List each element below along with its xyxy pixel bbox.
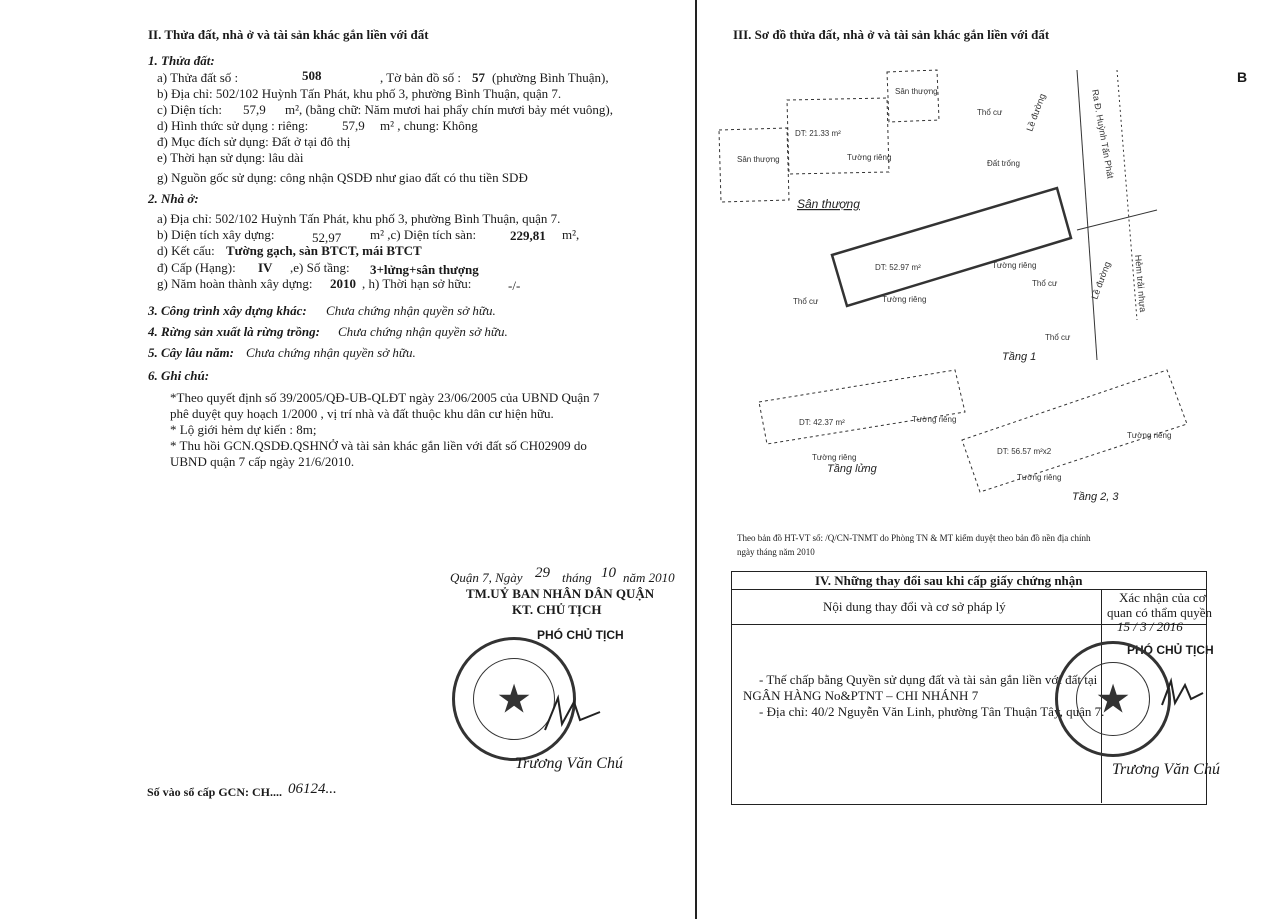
section-iii-heading: III. Sơ đồ thửa đất, nhà ở và tài sản khác gắn liền với đất: [733, 27, 1050, 42]
date-prefix: Quận 7, Ngày: [450, 570, 523, 585]
note-line: phê duyệt quy hoạch 1/2000 , vị trí nhà và đất thuộc khu dân cư hiện hữu.: [170, 406, 554, 421]
rooftop-title: Sân thượng: [797, 197, 860, 211]
land-origin: g) Nguồn gốc sử dụng: công nhận QSDĐ như giao đất có thu tiền SDĐ: [157, 170, 528, 185]
land-sheet-label: , Tờ bản đồ số :: [380, 70, 462, 85]
signature-mark-right: [1157, 675, 1207, 715]
house-term: -/-: [508, 278, 521, 293]
land-area-text: m², (bằng chữ: Năm mươi hai phẩy chín mươi bảy mét vuông),: [285, 102, 613, 117]
land-area-value: 57,9: [243, 102, 266, 117]
official-seal-right: [1055, 641, 1171, 757]
floor23-title: Tầng 2, 3: [1072, 491, 1119, 503]
section-ii-heading: II. Thửa đất, nhà ở và tài sản khác gắn liền với đất: [148, 27, 429, 42]
star-icon: ★: [1095, 676, 1131, 722]
empty-land: Đất trống: [987, 159, 1020, 168]
tho-cu-label: Thổ cư: [1045, 333, 1071, 342]
land-address: b) Địa chỉ: 502/102 Huỳnh Tấn Phát, khu phố 3, phường Bình Thuận, quận 7.: [157, 86, 562, 101]
change-entry-bank: NGÂN HÀNG No&PTNT – CHI NHÁNH 7: [743, 688, 979, 703]
sidewalk-label: Lề đường: [1024, 92, 1048, 133]
floor1-title: Tầng 1: [1002, 351, 1037, 363]
land-title: 1. Thửa đất:: [148, 53, 215, 68]
land-usage-value: 57,9: [342, 118, 365, 133]
house-build-area: 52,97: [312, 230, 342, 245]
land-a-label: a) Thửa đất số :: [157, 70, 239, 85]
land-usage-rest: m² , chung: Không: [380, 118, 478, 133]
dt-floor23: DT: 56.57 m²x2: [997, 447, 1052, 456]
house-floors-label: ,e) Số tầng:: [290, 260, 350, 275]
signature-mark-left: [540, 690, 610, 740]
dt-rooftop: DT: 21.33 m²: [795, 129, 841, 138]
tho-cu-label: Thổ cư: [977, 108, 1003, 117]
right-page: [697, 0, 1280, 919]
road-label: Ra Đ. Huỳnh Tấn Phát: [1090, 88, 1116, 180]
land-area-label: c) Diện tích:: [157, 102, 222, 117]
changes-col-confirm: Xác nhận của cơ: [1119, 590, 1206, 605]
vice-chairman: PHÓ CHỦ TỊCH: [537, 628, 624, 642]
change-entry-address: - Địa chỉ: 40/2 Nguyễn Văn Linh, phường Tân Thuận Tây, quận 7.: [759, 704, 1105, 719]
rooftop-label: Sân thượng: [737, 155, 780, 164]
house-floors: 3+lửng+sân thượng: [370, 262, 479, 277]
s4-title: 4. Rừng sản xuất là rừng trồng:: [148, 324, 320, 339]
house-grade-label: đ) Cấp (Hạng):: [157, 260, 236, 275]
map-reference-line: Theo bản đồ HT-VT số: /Q/CN-TNMT do Phòng TN & MT kiểm duyệt theo bản đồ nền địa chính: [737, 533, 1091, 543]
house-grade: IV: [258, 260, 273, 275]
change-entry: - Thế chấp bằng Quyền sử dụng đất và tài sản gắn liền với đất tại: [759, 672, 1098, 687]
dt-floor1: DT: 52.97 m²: [875, 263, 921, 272]
house-floor-area: 229,81: [510, 228, 546, 243]
house-address: a) Địa chỉ: 502/102 Huỳnh Tấn Phát, khu phố 3, phường Bình Thuận, quận 7.: [157, 211, 561, 226]
s5-value: Chưa chứng nhận quyền sở hữu.: [246, 345, 416, 360]
date-month: 10: [601, 565, 616, 581]
note-line: * Lộ giới hẻm dự kiến : 8m;: [170, 422, 317, 437]
date-year: năm 2010: [623, 570, 675, 585]
note-line: UBND quận 7 cấp ngày 21/6/2010.: [170, 454, 355, 469]
wall-label: Tường riêng: [912, 415, 957, 424]
vice-chairman-right: PHÓ CHỦ TỊCH: [1127, 643, 1214, 657]
sidewalk-label: Lề đường: [1089, 260, 1113, 301]
wall-label: Tường riêng: [1017, 473, 1062, 482]
note-line: *Theo quyết định số 39/2005/QĐ-UB-QLĐT ngày 23/06/2005 của UBND Quận 7: [170, 390, 600, 405]
house-structure: Tường gạch, sàn BTCT, mái BTCT: [226, 243, 422, 258]
book-no-value: 06124...: [288, 781, 337, 797]
book-no-label: Số vào sổ cấp GCN: CH....: [147, 785, 283, 799]
s5-title: 5. Cây lâu năm:: [148, 345, 234, 360]
star-icon: ★: [496, 676, 532, 722]
mezzanine-title: Tầng lửng: [827, 463, 877, 475]
committee-title: TM.UỶ BAN NHÂN DÂN QUẬN: [466, 586, 655, 601]
s3-value: Chưa chứng nhận quyền sở hữu.: [326, 303, 496, 318]
land-purpose: đ) Mục đích sử dụng: Đất ở tại đô thị: [157, 134, 351, 149]
house-structure-label: d) Kết cấu:: [157, 243, 215, 258]
house-term-label: , h) Thời hạn sở hữu:: [362, 276, 472, 291]
floor-plan-sketch: [697, 60, 1280, 510]
wall-label: Tường riêng: [847, 153, 892, 162]
s3-title: 3. Công trình xây dựng khác:: [148, 303, 307, 318]
wall-label: Tường riêng: [812, 453, 857, 462]
date-month-label: tháng: [562, 570, 592, 585]
section-iv-title: IV. Những thay đổi sau khi cấp giấy chứng nhận: [815, 573, 1083, 588]
land-usage-label: d) Hình thức sử dụng : riêng:: [157, 118, 309, 133]
changes-col-confirm: quan có thẩm quyền: [1107, 605, 1213, 620]
house-floor-area-label: m² ,c) Diện tích sàn:: [370, 227, 477, 242]
rooftop-label: Sân thượng: [895, 87, 938, 96]
house-year: 2010: [330, 276, 356, 291]
dt-mezzanine: DT: 42.37 m²: [799, 418, 845, 427]
wall-label: Tường riêng: [992, 261, 1037, 270]
tho-cu-label: Thổ cư: [793, 297, 819, 306]
wall-label: Tường riêng: [882, 295, 927, 304]
land-term: e) Thời hạn sử dụng: lâu dài: [157, 150, 304, 165]
note-line: * Thu hồi GCN.QSDĐ.QSHNỞ và tài sản khác gắn liền với đất số CH02909 do: [170, 438, 587, 453]
house-year-label: g) Năm hoàn thành xây dựng:: [157, 276, 313, 291]
kt-chairman: KT. CHỦ TỊCH: [512, 602, 602, 617]
signer-name-left: Trương Văn Chú: [515, 755, 623, 772]
house-floor-unit: m²,: [562, 227, 580, 242]
map-reference-date: ngày tháng năm 2010: [737, 547, 815, 557]
alley-label: Hẻm trải nhựa: [1133, 254, 1148, 313]
signer-name-right: Trương Văn Chú: [1112, 761, 1220, 778]
s4-value: Chưa chứng nhận quyền sở hữu.: [338, 324, 508, 339]
land-sheet-no: 57: [472, 70, 485, 85]
land-ward: (phường Bình Thuận),: [492, 70, 609, 85]
corner-mark: B: [1237, 69, 1248, 85]
s6-title: 6. Ghi chú:: [148, 368, 210, 383]
tho-cu-label: Thổ cư: [1032, 279, 1058, 288]
house-build-area-label: b) Diện tích xây dựng:: [157, 227, 275, 242]
wall-label: Tường riêng: [1127, 431, 1172, 440]
land-parcel-no: 508: [302, 68, 322, 83]
changes-col-content: Nội dung thay đổi và cơ sở pháp lý: [823, 599, 1006, 614]
house-title: 2. Nhà ở:: [148, 191, 199, 206]
confirm-date: 15 / 3 / 2016: [1117, 619, 1183, 634]
date-day: 29: [535, 565, 550, 581]
